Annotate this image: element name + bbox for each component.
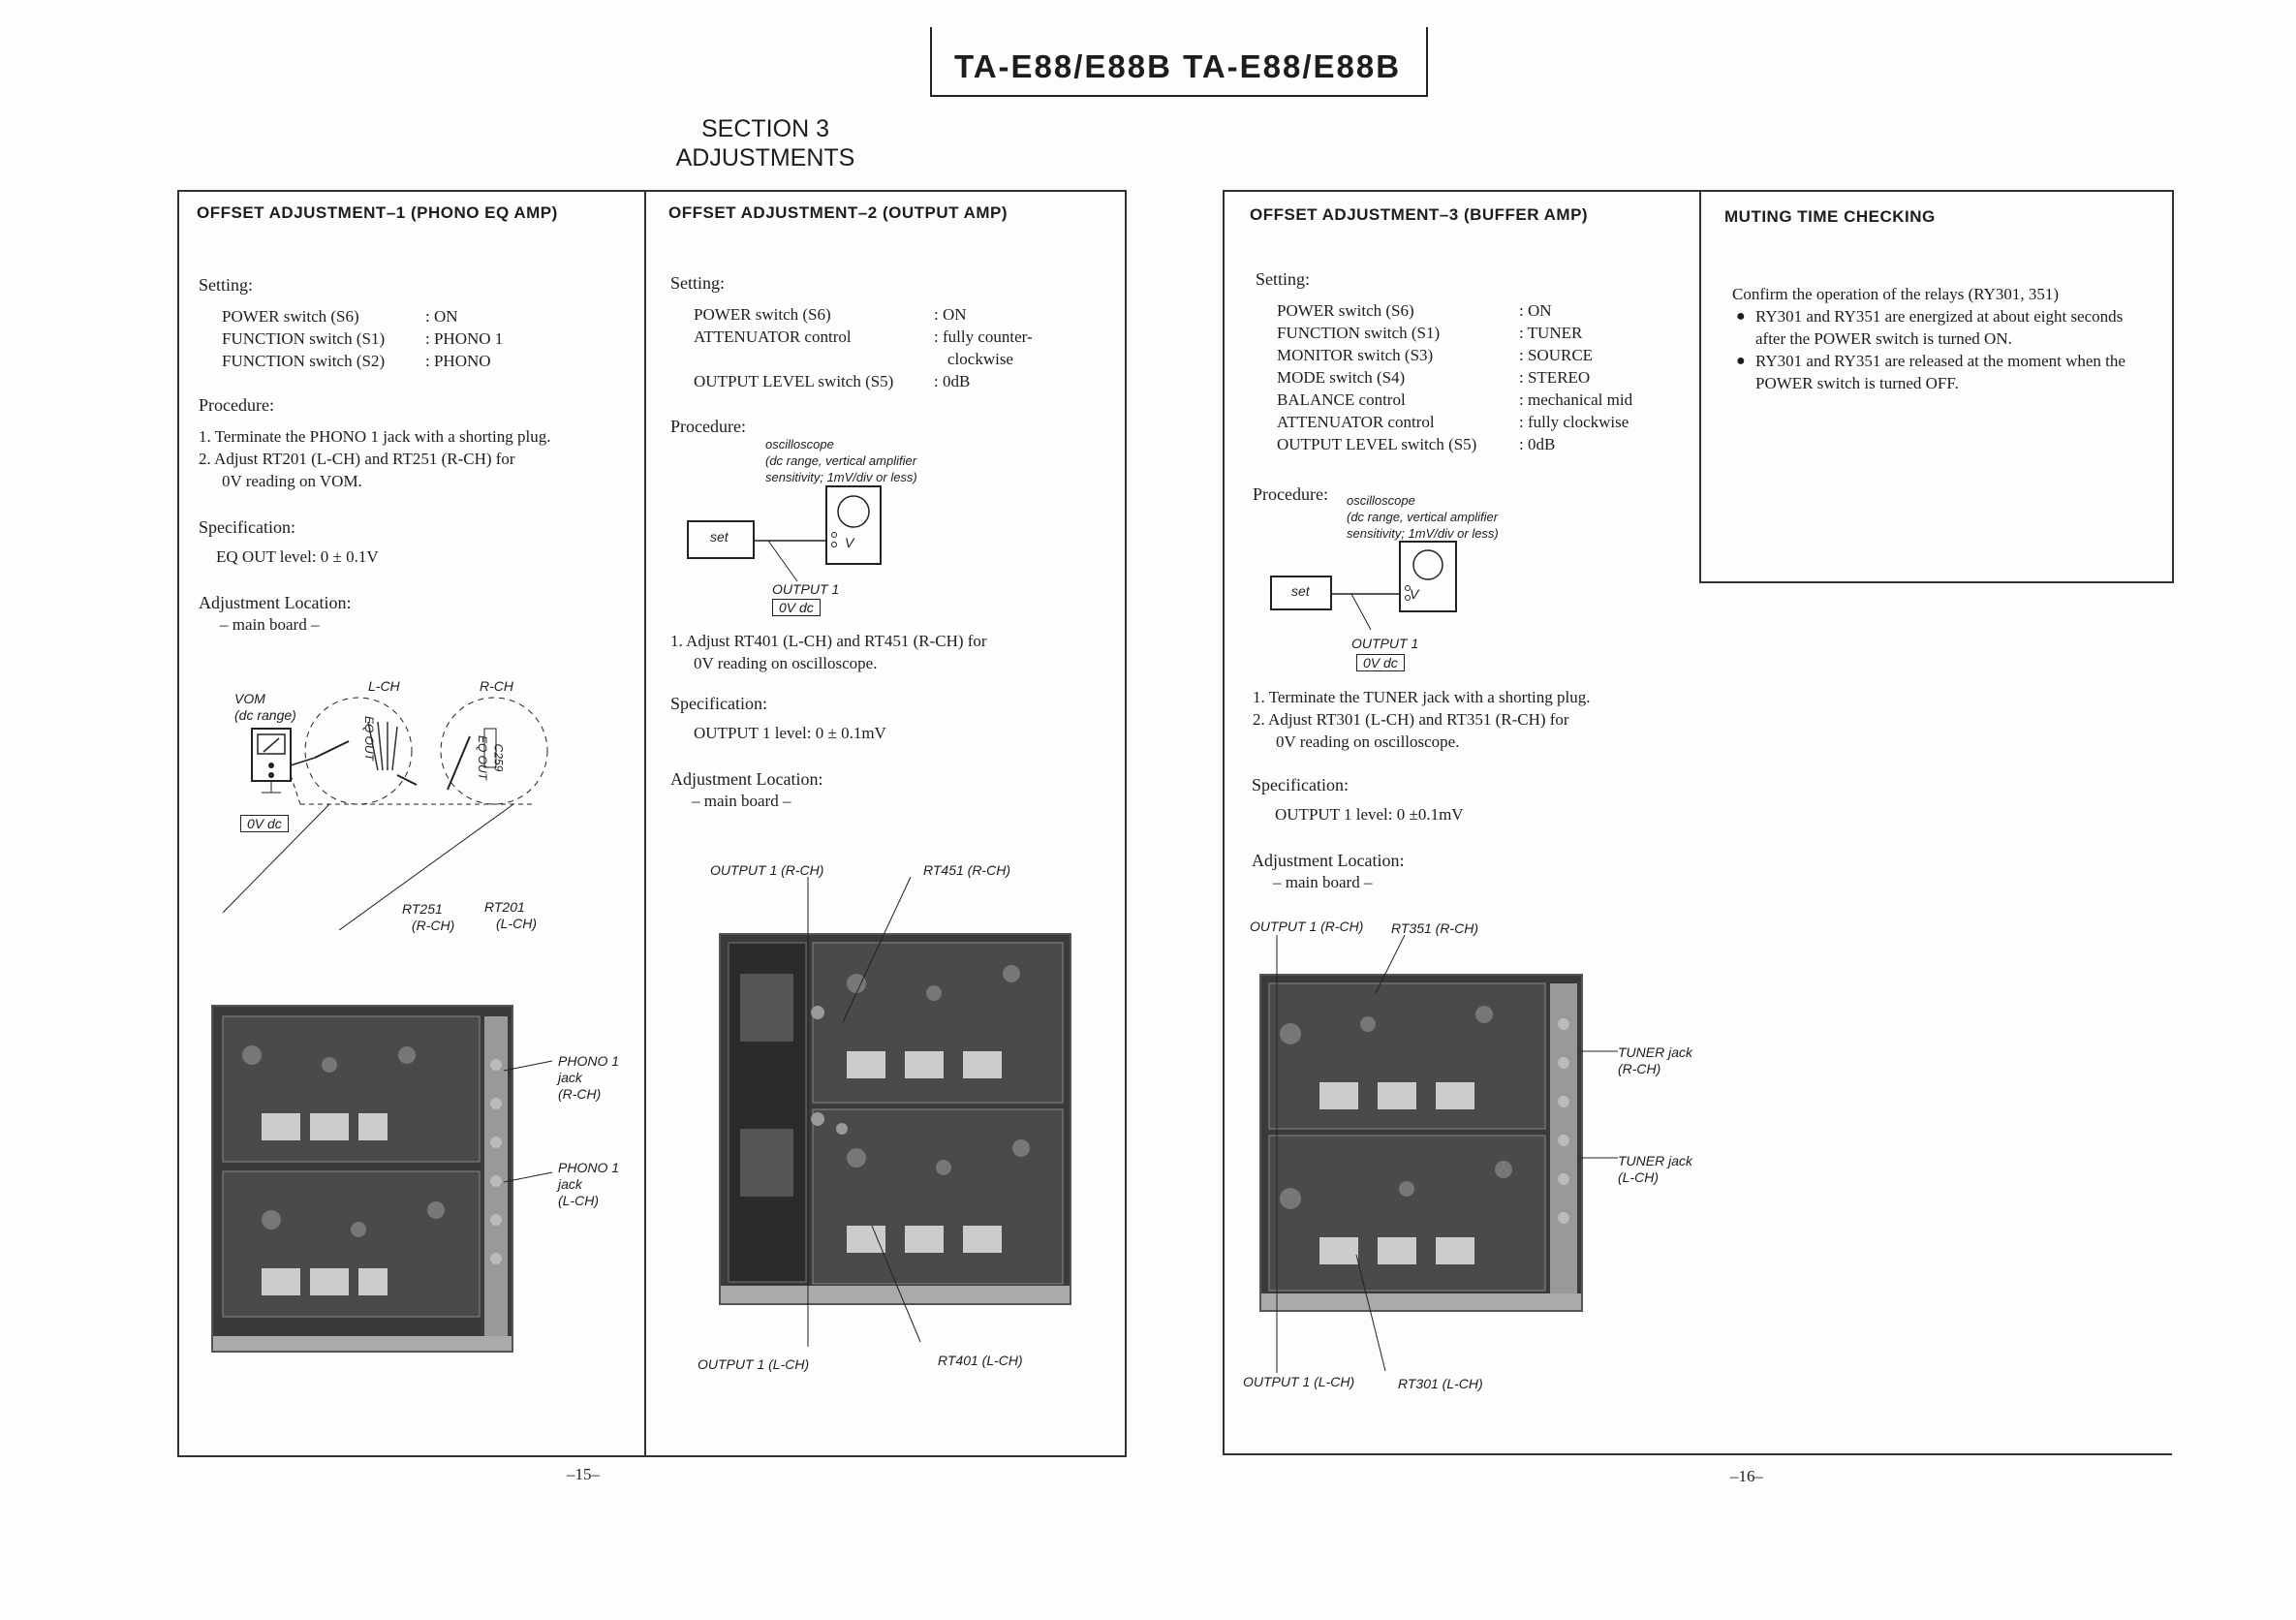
setting-name: OUTPUT LEVEL switch (S5) — [1277, 435, 1477, 453]
setting-name: BALANCE control — [1277, 390, 1406, 409]
procedure-step: 2. Adjust RT201 (L-CH) and RT251 (R-CH) for — [199, 450, 515, 468]
panel2-spec — [670, 694, 886, 744]
eq-out-label-right: EQ OUT — [476, 734, 490, 781]
panel2-location — [670, 769, 822, 812]
panel1-spec — [199, 517, 379, 568]
phono-jack-lch-label: PHONO 1 jack (L-CH) — [558, 1160, 620, 1208]
panel3-procedure-label: Procedure: — [1253, 484, 1328, 504]
setting-name: FUNCTION switch (S2) — [222, 352, 386, 370]
setting-value: : fully clockwise — [1519, 413, 1629, 431]
panel2-scope-note: oscilloscope (dc range, vertical amplifier sensitivity; 1mV/div or less) — [765, 437, 917, 484]
ovdc-box: 0V dc — [240, 815, 289, 832]
panel3-spec-label: Specification: — [1252, 775, 1349, 794]
procedure-step: 1. Terminate the PHONO 1 jack with a shorting plug. — [199, 427, 551, 446]
panel3-loc-label: Adjustment Location: — [1252, 851, 1405, 870]
rch-label: R-CH — [480, 678, 513, 694]
setting-name: ATTENUATOR control — [694, 327, 852, 346]
panel4-title: MUTING TIME CHECKING — [1724, 207, 1936, 226]
setting-value: : STEREO — [1519, 368, 1591, 387]
panel3-setting — [1256, 269, 1632, 455]
panel2-set-label: set — [710, 529, 729, 545]
panel1-spec-value: EQ OUT level: 0 ± 0.1V — [216, 547, 379, 566]
procedure-step: 0V reading on VOM. — [222, 472, 362, 490]
right-page-bottom-border — [1223, 1453, 2172, 1455]
setting-value: clockwise — [947, 350, 1013, 368]
setting-value: : 0dB — [1519, 435, 1556, 453]
setting-name: POWER switch (S6) — [1277, 301, 1414, 320]
lch-label: L-CH — [368, 678, 400, 694]
setting-value: : fully counter- — [934, 327, 1033, 346]
panel3-spec-value: OUTPUT 1 level: 0 ±0.1mV — [1275, 805, 1464, 824]
panel1-board-photo — [211, 1005, 513, 1353]
panel4-bottom-border — [1699, 581, 2174, 583]
rt201-label: RT201 — [484, 899, 525, 915]
setting-name: POWER switch (S6) — [694, 305, 831, 324]
rt251-sub-label: (R-CH) — [412, 918, 455, 933]
section-label: SECTION 3 — [701, 115, 829, 142]
panel1-procedure — [199, 395, 550, 492]
panel4-left-border — [1699, 190, 1701, 583]
setting-value: : ON — [934, 305, 967, 324]
panel1-setting-label: Setting: — [199, 275, 254, 295]
panel2-output-rch-label: OUTPUT 1 (R-CH) — [710, 862, 824, 878]
panel1-location — [199, 593, 351, 636]
list-item: ● RY301 and RY351 are released at the moment when the POWER switch is turned OFF. — [1736, 352, 2125, 392]
panel3-ovdc-box: 0V dc — [1356, 654, 1405, 671]
phono-jack-rch-label: PHONO 1 jack (R-CH) — [558, 1053, 620, 1102]
panel2-rt401-label: RT401 (L-CH) — [938, 1353, 1023, 1368]
c259-label: C259 — [491, 743, 506, 772]
panel2-loc-value: – main board – — [692, 792, 791, 810]
setting-value: : SOURCE — [1519, 346, 1594, 364]
rt201-sub-label: (L-CH) — [496, 916, 537, 931]
procedure-step: 2. Adjust RT301 (L-CH) and RT351 (R-CH) for — [1253, 710, 1569, 729]
setting-value: : TUNER — [1519, 324, 1583, 342]
setting-name: ATTENUATOR control — [1277, 413, 1435, 431]
panel3-spec — [1252, 775, 1464, 826]
setting-value: : ON — [1519, 301, 1552, 320]
bullet-icon: ● — [1736, 308, 1746, 325]
panel3-steps — [1253, 686, 1591, 753]
right-page-top-border — [1223, 190, 2172, 192]
setting-name: POWER switch (S6) — [222, 307, 359, 326]
panel2-procedure-label: Procedure: — [670, 417, 746, 436]
procedure-step: 0V reading on oscilloscope. — [694, 654, 878, 672]
panel3-output-rch-label: OUTPUT 1 (R-CH) — [1250, 919, 1364, 934]
panel1-loc-value: – main board – — [220, 615, 320, 634]
panel3-rt301-label: RT301 (L-CH) — [1398, 1376, 1483, 1391]
setting-value: : 0dB — [934, 372, 971, 390]
right-page-left-border — [1223, 190, 1225, 1455]
panel2-rt451-label: RT451 (R-CH) — [923, 862, 1010, 878]
panel2-title: OFFSET ADJUSTMENT–2 (OUTPUT AMP) — [668, 203, 1008, 222]
rt251-label: RT251 — [402, 901, 443, 917]
setting-name — [694, 348, 947, 370]
panel1-loc-label: Adjustment Location: — [199, 593, 352, 612]
panel3-location — [1252, 851, 1404, 893]
panel4-body — [1732, 283, 2139, 394]
left-page-divider — [644, 190, 646, 1455]
panel2-spec-label: Specification: — [670, 694, 767, 713]
panel2-setting — [670, 273, 1033, 392]
vom-sub-label: (dc range) — [234, 707, 296, 723]
panel2-ovdc-box: 0V dc — [772, 599, 821, 616]
panel4-right-border — [2172, 190, 2174, 583]
panel3-loc-value: – main board – — [1273, 873, 1373, 891]
panel3-scope-note: oscilloscope (dc range, vertical amplifier sensitivity; 1mV/div or less) — [1347, 493, 1499, 541]
section-heading: ADJUSTMENTS — [675, 144, 855, 171]
procedure-step: 1. Adjust RT401 (L-CH) and RT451 (R-CH) for — [670, 632, 987, 650]
section-title — [523, 114, 1008, 172]
bullet-icon: ● — [1736, 353, 1746, 369]
panel2-v-label: V — [845, 535, 854, 550]
panel1-setting — [199, 275, 503, 372]
panel3-set-label: set — [1291, 583, 1310, 599]
panel2-output-lch-label: OUTPUT 1 (L-CH) — [698, 1356, 810, 1372]
model-number: TA-E88/E88B TA-E88/E88B — [954, 48, 1402, 84]
panel4-intro: Confirm the operation of the relays (RY301, 351) — [1732, 285, 2060, 303]
panel3-v-label: V — [1410, 586, 1419, 602]
eq-out-label-left: EQ OUT — [362, 715, 377, 762]
list-item: ● RY301 and RY351 are energized at about eight seconds after the POWER switch is turned ON. — [1736, 307, 2124, 348]
tuner-jack-lch-label: TUNER jack (L-CH) — [1618, 1153, 1693, 1185]
setting-name: OUTPUT LEVEL switch (S5) — [694, 372, 894, 390]
setting-name: FUNCTION switch (S1) — [222, 329, 386, 348]
panel3-rt351-label: RT351 (R-CH) — [1391, 920, 1478, 936]
setting-value: : PHONO 1 — [425, 329, 504, 348]
page-number-16: –16– — [1730, 1467, 1763, 1485]
setting-name: MODE switch (S4) — [1277, 368, 1406, 387]
panel2-loc-label: Adjustment Location: — [670, 769, 823, 789]
setting-name: FUNCTION switch (S1) — [1277, 324, 1441, 342]
setting-value: : ON — [425, 307, 458, 326]
panel3-title: OFFSET ADJUSTMENT–3 (BUFFER AMP) — [1250, 205, 1589, 224]
procedure-step: 1. Terminate the TUNER jack with a shorting plug. — [1253, 688, 1591, 706]
page-number-15: –15– — [567, 1465, 600, 1483]
panel1-title: OFFSET ADJUSTMENT–1 (PHONO EQ AMP) — [197, 203, 558, 222]
panel2-setting-label: Setting: — [670, 273, 726, 293]
procedure-step: 0V reading on oscilloscope. — [1276, 732, 1460, 751]
panel1-spec-label: Specification: — [199, 517, 295, 537]
vom-label: VOM — [234, 691, 265, 706]
panel1-procedure-label: Procedure: — [199, 395, 274, 415]
panel2-spec-value: OUTPUT 1 level: 0 ± 0.1mV — [694, 724, 886, 742]
panel3-output-label: OUTPUT 1 — [1351, 636, 1419, 651]
setting-name: MONITOR switch (S3) — [1277, 346, 1434, 364]
panel2-output-label: OUTPUT 1 — [772, 581, 840, 597]
tuner-jack-rch-label: TUNER jack (R-CH) — [1618, 1044, 1693, 1076]
panel3-output-lch-label: OUTPUT 1 (L-CH) — [1243, 1374, 1355, 1389]
panel2-steps — [670, 630, 987, 674]
setting-value: : mechanical mid — [1519, 390, 1633, 409]
setting-value: : PHONO — [425, 352, 491, 370]
panel3-setting-label: Setting: — [1256, 269, 1311, 289]
